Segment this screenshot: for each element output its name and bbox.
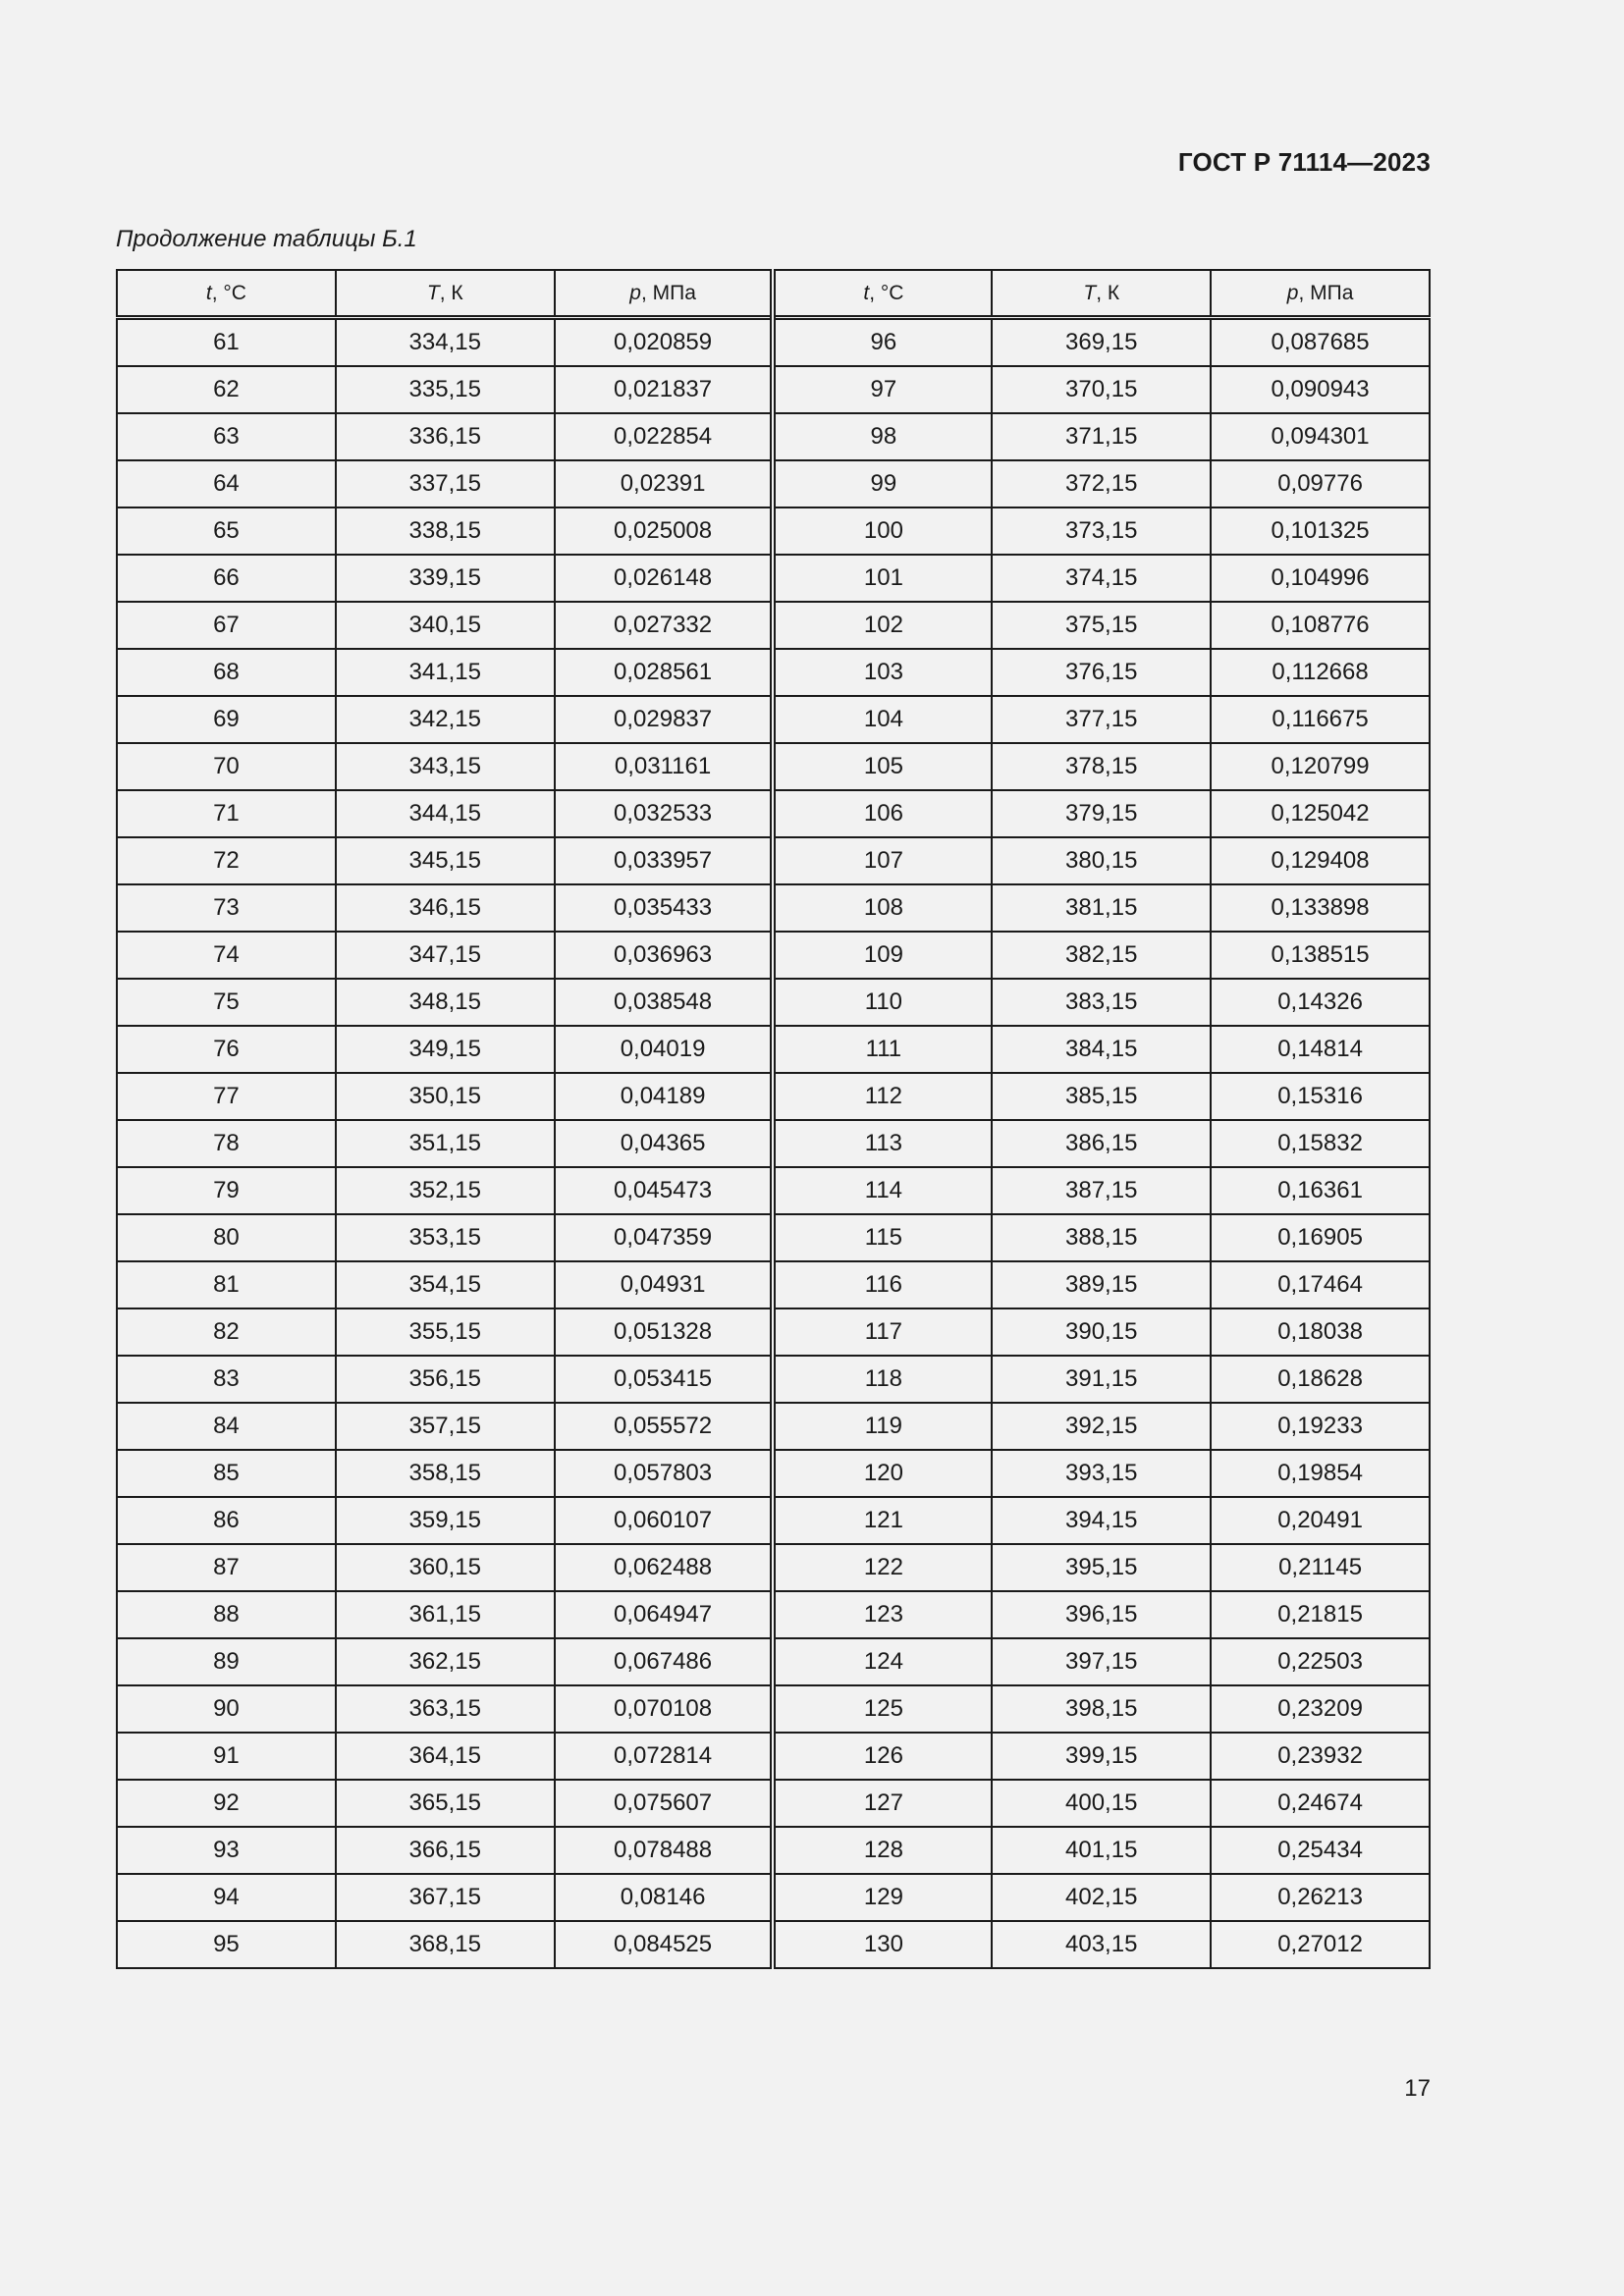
table-cell: 0,15316 [1211,1073,1430,1120]
table-cell: 361,15 [336,1591,555,1638]
table-cell: 61 [117,318,336,367]
table-cell: 108 [773,884,992,932]
table-cell: 399,15 [992,1733,1211,1780]
table-cell: 128 [773,1827,992,1874]
table-cell: 0,120799 [1211,743,1430,790]
table-cell: 387,15 [992,1167,1211,1214]
table-cell: 71 [117,790,336,837]
table-cell: 0,055572 [555,1403,774,1450]
table-cell: 0,27012 [1211,1921,1430,1968]
table-row [117,1167,1430,1214]
table-cell: 82 [117,1308,336,1356]
table-cell: 335,15 [336,366,555,413]
table-cell: 73 [117,884,336,932]
table-cell: 381,15 [992,884,1211,932]
table-row [117,1544,1430,1591]
table-cell: 354,15 [336,1261,555,1308]
table-cell: 344,15 [336,790,555,837]
column-symbol: T [426,281,440,304]
table-row [117,1403,1430,1450]
table-cell: 122 [773,1544,992,1591]
table-cell: 0,022854 [555,413,774,460]
table-cell: 0,064947 [555,1591,774,1638]
table-cell: 107 [773,837,992,884]
table-cell: 70 [117,743,336,790]
table-cell: 0,15832 [1211,1120,1430,1167]
table-cell: 0,04931 [555,1261,774,1308]
table-cell: 0,20491 [1211,1497,1430,1544]
table-cell: 116 [773,1261,992,1308]
table-cell: 0,070108 [555,1685,774,1733]
column-unit: , К [1096,281,1120,304]
table-cell: 124 [773,1638,992,1685]
table-cell: 76 [117,1026,336,1073]
table-cell: 129 [773,1874,992,1921]
table-cell: 84 [117,1403,336,1450]
table-cell: 62 [117,366,336,413]
table-cell: 125 [773,1685,992,1733]
table-cell: 342,15 [336,696,555,743]
table-cell: 0,19854 [1211,1450,1430,1497]
table-cell: 0,129408 [1211,837,1430,884]
table-cell: 0,125042 [1211,790,1430,837]
table-cell: 0,04189 [555,1073,774,1120]
table-cell: 0,24674 [1211,1780,1430,1827]
table-cell: 403,15 [992,1921,1211,1968]
table-cell: 0,23209 [1211,1685,1430,1733]
table-cell: 0,084525 [555,1921,774,1968]
table-cell: 338,15 [336,507,555,555]
table-cell: 121 [773,1497,992,1544]
table-row [117,1685,1430,1733]
table-cell: 390,15 [992,1308,1211,1356]
table-cell: 0,025008 [555,507,774,555]
table-cell: 347,15 [336,932,555,979]
table-cell: 365,15 [336,1780,555,1827]
table-cell: 0,090943 [1211,366,1430,413]
column-header [336,270,555,318]
table-cell: 0,028561 [555,649,774,696]
table-cell: 398,15 [992,1685,1211,1733]
table-cell: 0,21815 [1211,1591,1430,1638]
table-cell: 68 [117,649,336,696]
table-cell: 393,15 [992,1450,1211,1497]
table-cell: 66 [117,555,336,602]
table-cell: 388,15 [992,1214,1211,1261]
table-cell: 339,15 [336,555,555,602]
table-cell: 114 [773,1167,992,1214]
table-cell: 350,15 [336,1073,555,1120]
table-cell: 0,16905 [1211,1214,1430,1261]
table-cell: 98 [773,413,992,460]
table-cell: 87 [117,1544,336,1591]
table-cell: 0,045473 [555,1167,774,1214]
column-unit: , МПа [1298,281,1354,304]
table-row [117,790,1430,837]
table-cell: 0,035433 [555,884,774,932]
table-cell: 0,21145 [1211,1544,1430,1591]
table-cell: 0,094301 [1211,413,1430,460]
table-row [117,1214,1430,1261]
page-number: 17 [1404,2075,1431,2102]
table-cell: 110 [773,979,992,1026]
table-cell: 377,15 [992,696,1211,743]
table-cell: 0,18038 [1211,1308,1430,1356]
table-cell: 105 [773,743,992,790]
table-cell: 118 [773,1356,992,1403]
table-row [117,1638,1430,1685]
table-cell: 369,15 [992,318,1211,367]
table-cell: 104 [773,696,992,743]
table-cell: 0,101325 [1211,507,1430,555]
table-cell: 0,09776 [1211,460,1430,507]
table-cell: 379,15 [992,790,1211,837]
table-cell: 93 [117,1827,336,1874]
table-cell: 353,15 [336,1214,555,1261]
table-cell: 0,04019 [555,1026,774,1073]
table-cell: 78 [117,1120,336,1167]
table-row [117,555,1430,602]
table-row [117,696,1430,743]
column-header [555,270,774,318]
table-cell: 376,15 [992,649,1211,696]
table-cell: 359,15 [336,1497,555,1544]
table-cell: 94 [117,1874,336,1921]
table-cell: 90 [117,1685,336,1733]
table-cell: 111 [773,1026,992,1073]
table-cell: 96 [773,318,992,367]
table-row [117,507,1430,555]
table-cell: 92 [117,1780,336,1827]
table-row [117,1497,1430,1544]
table-cell: 371,15 [992,413,1211,460]
table-cell: 117 [773,1308,992,1356]
table-cell: 402,15 [992,1874,1211,1921]
table-cell: 334,15 [336,318,555,367]
table-row [117,932,1430,979]
table-cell: 0,22503 [1211,1638,1430,1685]
table-cell: 0,16361 [1211,1167,1430,1214]
table-cell: 363,15 [336,1685,555,1733]
table-cell: 67 [117,602,336,649]
table-row [117,743,1430,790]
table-cell: 0,053415 [555,1356,774,1403]
column-unit: , °C [211,281,246,304]
table-row [117,1120,1430,1167]
table-row [117,979,1430,1026]
table-cell: 77 [117,1073,336,1120]
table-cell: 336,15 [336,413,555,460]
table-cell: 0,062488 [555,1544,774,1591]
table-cell: 106 [773,790,992,837]
table-cell: 395,15 [992,1544,1211,1591]
table-cell: 0,02391 [555,460,774,507]
table-cell: 0,26213 [1211,1874,1430,1921]
column-symbol: t [205,281,212,304]
table-cell: 351,15 [336,1120,555,1167]
table-cell: 0,033957 [555,837,774,884]
table-cell: 0,036963 [555,932,774,979]
header-row [117,270,1430,318]
column-symbol: T [1083,281,1097,304]
table-cell: 63 [117,413,336,460]
table-header [117,270,1430,318]
table-cell: 364,15 [336,1733,555,1780]
table-cell: 123 [773,1591,992,1638]
table-row [117,1073,1430,1120]
table-cell: 0,060107 [555,1497,774,1544]
table-cell: 348,15 [336,979,555,1026]
table-cell: 341,15 [336,649,555,696]
column-unit: , К [439,281,463,304]
table-cell: 346,15 [336,884,555,932]
table-cell: 0,078488 [555,1827,774,1874]
table-row [117,318,1430,367]
table-cell: 345,15 [336,837,555,884]
table-cell: 0,08146 [555,1874,774,1921]
table-row [117,649,1430,696]
table-cell: 100 [773,507,992,555]
table-cell: 64 [117,460,336,507]
table-cell: 372,15 [992,460,1211,507]
table-row [117,1780,1430,1827]
table-cell: 0,031161 [555,743,774,790]
table-cell: 343,15 [336,743,555,790]
table-cell: 80 [117,1214,336,1261]
table-cell: 0,075607 [555,1780,774,1827]
table-cell: 400,15 [992,1780,1211,1827]
table-cell: 358,15 [336,1450,555,1497]
table-row [117,460,1430,507]
table-cell: 396,15 [992,1591,1211,1638]
table-cell: 397,15 [992,1638,1211,1685]
table-cell: 0,021837 [555,366,774,413]
column-unit: , МПа [640,281,696,304]
table-cell: 109 [773,932,992,979]
table-row [117,1874,1430,1921]
table-cell: 0,17464 [1211,1261,1430,1308]
table-cell: 389,15 [992,1261,1211,1308]
table-cell: 0,18628 [1211,1356,1430,1403]
table-row [117,1591,1430,1638]
table-cell: 95 [117,1921,336,1968]
column-header [1211,270,1430,318]
table-cell: 401,15 [992,1827,1211,1874]
table-row [117,413,1430,460]
table-cell: 386,15 [992,1120,1211,1167]
table-body [117,318,1430,1969]
table-row [117,366,1430,413]
table-cell: 0,067486 [555,1638,774,1685]
table-cell: 0,108776 [1211,602,1430,649]
table-cell: 378,15 [992,743,1211,790]
table-cell: 0,047359 [555,1214,774,1261]
table-row [117,1450,1430,1497]
table-cell: 0,072814 [555,1733,774,1780]
table-row [117,1921,1430,1968]
table-cell: 0,026148 [555,555,774,602]
column-unit: , °C [869,281,904,304]
table-cell: 101 [773,555,992,602]
table-cell: 0,14814 [1211,1026,1430,1073]
table-cell: 356,15 [336,1356,555,1403]
table-cell: 127 [773,1780,992,1827]
table-cell: 0,104996 [1211,555,1430,602]
table-cell: 360,15 [336,1544,555,1591]
table-cell: 0,027332 [555,602,774,649]
table-cell: 113 [773,1120,992,1167]
table-cell: 0,138515 [1211,932,1430,979]
table-cell: 119 [773,1403,992,1450]
table-cell: 0,032533 [555,790,774,837]
table-cell: 83 [117,1356,336,1403]
table-cell: 0,051328 [555,1308,774,1356]
table-row [117,1308,1430,1356]
table-cell: 86 [117,1497,336,1544]
table-cell: 103 [773,649,992,696]
table-cell: 375,15 [992,602,1211,649]
table-cell: 368,15 [336,1921,555,1968]
table-cell: 0,19233 [1211,1403,1430,1450]
table-cell: 380,15 [992,837,1211,884]
table-cell: 0,116675 [1211,696,1430,743]
table-cell: 352,15 [336,1167,555,1214]
column-header [773,270,992,318]
table-cell: 374,15 [992,555,1211,602]
table-cell: 370,15 [992,366,1211,413]
table-row [117,1827,1430,1874]
table-cell: 102 [773,602,992,649]
table-cell: 391,15 [992,1356,1211,1403]
column-symbol: p [629,281,641,304]
table-cell: 385,15 [992,1073,1211,1120]
table-cell: 65 [117,507,336,555]
table-cell: 337,15 [336,460,555,507]
column-symbol: t [863,281,870,304]
table-cell: 340,15 [336,602,555,649]
table-cell: 0,112668 [1211,649,1430,696]
table-cell: 0,020859 [555,318,774,367]
table-cell: 112 [773,1073,992,1120]
table-cell: 366,15 [336,1827,555,1874]
table-cell: 0,23932 [1211,1733,1430,1780]
table-cell: 89 [117,1638,336,1685]
table-cell: 75 [117,979,336,1026]
table-cell: 394,15 [992,1497,1211,1544]
table-cell: 115 [773,1214,992,1261]
table-cell: 69 [117,696,336,743]
table-cell: 72 [117,837,336,884]
table-cell: 88 [117,1591,336,1638]
table-row [117,602,1430,649]
table-cell: 0,038548 [555,979,774,1026]
table-cell: 97 [773,366,992,413]
table-row [117,1026,1430,1073]
table-cell: 0,057803 [555,1450,774,1497]
column-header [117,270,336,318]
table-caption: Продолжение таблицы Б.1 [116,226,417,252]
table-cell: 392,15 [992,1403,1211,1450]
table-row [117,1261,1430,1308]
table-cell: 384,15 [992,1026,1211,1073]
table-cell: 91 [117,1733,336,1780]
table-cell: 126 [773,1733,992,1780]
table-cell: 382,15 [992,932,1211,979]
table-cell: 130 [773,1921,992,1968]
column-symbol: p [1286,281,1299,304]
table-cell: 0,029837 [555,696,774,743]
table-cell: 120 [773,1450,992,1497]
table-cell: 349,15 [336,1026,555,1073]
table-cell: 357,15 [336,1403,555,1450]
table-row [117,1356,1430,1403]
table-row [117,1733,1430,1780]
table-cell: 99 [773,460,992,507]
table-cell: 74 [117,932,336,979]
saturation-pressure-table [116,269,1431,1969]
table-cell: 362,15 [336,1638,555,1685]
table-cell: 373,15 [992,507,1211,555]
table-row [117,837,1430,884]
table-cell: 81 [117,1261,336,1308]
table-cell: 383,15 [992,979,1211,1026]
data-table-container [116,269,1431,1969]
table-cell: 0,087685 [1211,318,1430,367]
table-cell: 367,15 [336,1874,555,1921]
document-code: ГОСТ Р 71114—2023 [1177,147,1431,177]
table-cell: 79 [117,1167,336,1214]
table-cell: 355,15 [336,1308,555,1356]
table-cell: 0,25434 [1211,1827,1430,1874]
table-cell: 85 [117,1450,336,1497]
table-cell: 0,04365 [555,1120,774,1167]
table-cell: 0,14326 [1211,979,1430,1026]
table-row [117,884,1430,932]
table-cell: 0,133898 [1211,884,1430,932]
column-header [992,270,1211,318]
